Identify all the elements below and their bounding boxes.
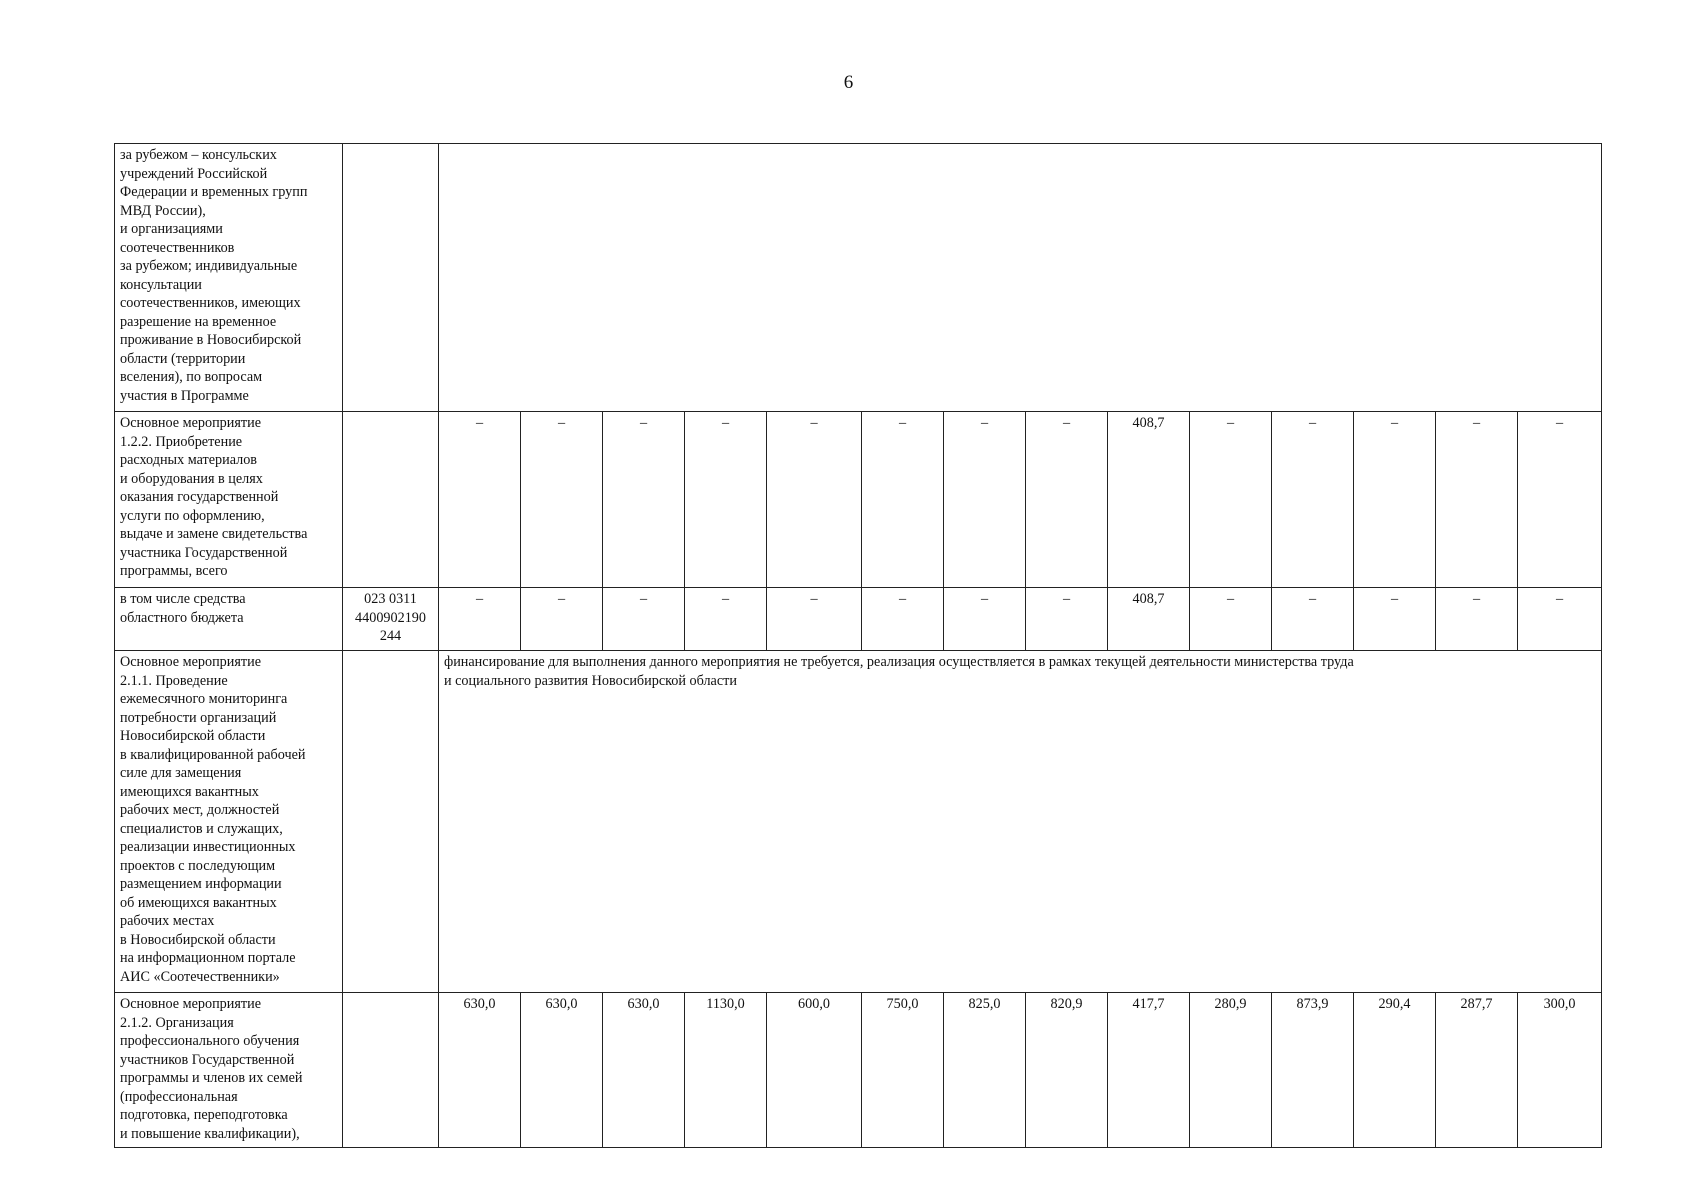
value-cell: 630,0: [439, 993, 521, 1148]
value-cell: –: [1354, 412, 1436, 588]
value-cell: 820,9: [1026, 993, 1108, 1148]
row-note: [439, 144, 1602, 412]
value-cell: 417,7: [1108, 993, 1190, 1148]
row-description: Основное мероприятие 1.2.2. Приобретение расходных материалов и оборудования в целях оказания государственной услуги по оформлению, выдаче и замене свидетельства участника Государственной программы, всего: [115, 412, 343, 588]
value-cell: 300,0: [1518, 993, 1602, 1148]
value-cell: 750,0: [862, 993, 944, 1148]
value-cell: –: [944, 412, 1026, 588]
value-cell: –: [685, 412, 767, 588]
value-cell: –: [1026, 588, 1108, 651]
table-row: [115, 993, 1602, 1148]
value-cell: 408,7: [1108, 588, 1190, 651]
value-cell: –: [862, 588, 944, 651]
value-cell: –: [944, 588, 1026, 651]
row-description: в том числе средства областного бюджета: [115, 588, 343, 651]
table-row: [115, 412, 1602, 588]
table-row: [115, 588, 1602, 651]
value-cell: 630,0: [603, 993, 685, 1148]
value-cell: –: [1190, 412, 1272, 588]
value-cell: –: [767, 588, 862, 651]
value-cell: –: [1026, 412, 1108, 588]
budget-table: [114, 143, 1602, 1148]
row-budget-code: [343, 412, 439, 588]
value-cell: –: [1190, 588, 1272, 651]
row-budget-code: 023 0311 4400902190 244: [343, 588, 439, 651]
value-cell: 600,0: [767, 993, 862, 1148]
value-cell: –: [521, 412, 603, 588]
value-cell: –: [1436, 588, 1518, 651]
value-cell: 408,7: [1108, 412, 1190, 588]
value-cell: 630,0: [521, 993, 603, 1148]
value-cell: –: [767, 412, 862, 588]
value-cell: 287,7: [1436, 993, 1518, 1148]
financing-note: финансирование для выполнения данного мероприятия не требуется, реализация осуществляется в рамках текущей деятельности министерства труда и социального развития Новосибирской области: [439, 651, 1602, 993]
row-budget-code: [343, 144, 439, 412]
row-description: Основное мероприятие 2.1.1. Проведение ежемесячного мониторинга потребности организаций Новосибирской области в квалифицированной рабочей силе для замещения имеющихся вакантных рабочих мест, должностей специалистов и служащих, реализации инвестиционных проектов с последующим размещением информации об имеющихся вакантных рабочих местах в Новосибирской области на информационном портале АИС «Соотечественники»: [115, 651, 343, 993]
value-cell: –: [603, 588, 685, 651]
value-cell: –: [1354, 588, 1436, 651]
value-cell: 1130,0: [685, 993, 767, 1148]
row-description: за рубежом – консульских учреждений Российской Федерации и временных групп МВД России), и организациями соотечественников за рубежом; индивидуальные консультации соотечественников, имеющих разрешение на временное проживание в Новосибирской области (территории вселения), по вопросам участия в Программе: [115, 144, 343, 412]
page-number: 6: [843, 72, 854, 93]
value-cell: –: [1518, 412, 1602, 588]
value-cell: –: [685, 588, 767, 651]
value-cell: 873,9: [1272, 993, 1354, 1148]
value-cell: –: [1436, 412, 1518, 588]
value-cell: –: [439, 412, 521, 588]
value-cell: 825,0: [944, 993, 1026, 1148]
value-cell: –: [1272, 412, 1354, 588]
value-cell: 280,9: [1190, 993, 1272, 1148]
row-description: Основное мероприятие 2.1.2. Организация профессионального обучения участников Государственной программы и членов их семей (профессиональная подготовка, переподготовка и повышение квалификации),: [115, 993, 343, 1148]
value-cell: –: [1272, 588, 1354, 651]
value-cell: –: [439, 588, 521, 651]
value-cell: –: [521, 588, 603, 651]
value-cell: 290,4: [1354, 993, 1436, 1148]
value-cell: –: [862, 412, 944, 588]
table-row: [115, 144, 1602, 412]
table-row: [115, 651, 1602, 993]
value-cell: –: [603, 412, 685, 588]
value-cell: –: [1518, 588, 1602, 651]
row-budget-code: [343, 993, 439, 1148]
row-budget-code: [343, 651, 439, 993]
